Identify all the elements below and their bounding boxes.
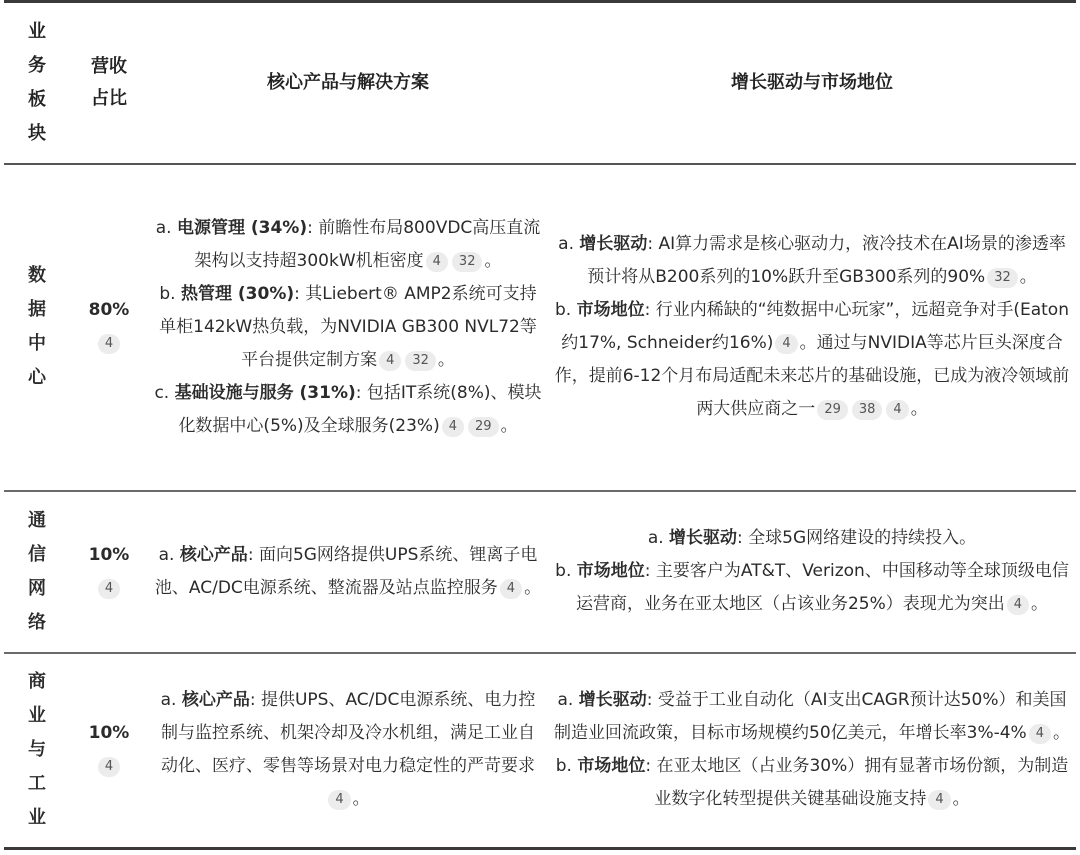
item-prefix: a.	[557, 690, 579, 711]
table-row	[4, 164, 1076, 491]
item-prefix: a.	[158, 544, 180, 565]
item-bold-label: 电源管理 (34%)	[176, 217, 308, 238]
item-prefix: a.	[155, 217, 177, 238]
item-bold-label: 热管理 (30%)	[180, 283, 295, 304]
share-cell	[70, 164, 148, 491]
citation-badge[interactable]: 4	[98, 334, 120, 354]
share-value: 10%	[88, 723, 130, 744]
item-text: : AI算力需求是核心驱动力，液冷技术在AI场景的渗透率预计将从B200系列的10%跃升至GB300系列的90%	[587, 234, 1066, 287]
item-prefix: b.	[555, 300, 577, 320]
item-suffix: 。	[952, 789, 970, 810]
products-cell	[148, 653, 548, 849]
item-bold-label: 市场地位	[576, 300, 645, 320]
products-cell	[148, 164, 548, 491]
segment-name: 通信网络	[27, 509, 46, 633]
citation-badge[interactable]: 32	[405, 351, 436, 371]
header-segment: 业务板块	[27, 20, 46, 144]
cell-item	[154, 539, 542, 605]
citation-badge[interactable]: 4	[928, 790, 950, 810]
share-value: 80%	[88, 300, 130, 320]
citation-badge[interactable]: 32	[987, 268, 1018, 288]
item-bold-label: 增长驱动	[579, 234, 648, 254]
table-row	[4, 653, 1076, 849]
cell-item	[554, 750, 1070, 816]
item-text: : 在亚太地区（占业务30%）拥有显著市场份额，为制造业数字化转型提供关键基础设施支持	[645, 756, 1069, 810]
header-products: 核心产品与解决方案	[267, 71, 429, 93]
item-suffix: 。	[1053, 723, 1070, 744]
item-text: : 前瞻性布局800VDC高压直流架构以支持超300kW机柜密度	[194, 217, 541, 271]
item-suffix: 。	[1031, 594, 1049, 614]
header-share: 营收占比	[91, 55, 127, 109]
item-suffix: 。	[910, 399, 928, 419]
citation-badge[interactable]: 4	[442, 417, 464, 437]
segment-name: 数据中心	[27, 265, 46, 388]
table-header-row	[4, 2, 1076, 164]
item-suffix: 。	[799, 333, 817, 353]
citation-badge[interactable]: 4	[98, 757, 120, 777]
share-cell	[70, 653, 148, 849]
item-prefix: c.	[154, 382, 175, 403]
citation-badge[interactable]: 4	[775, 334, 797, 354]
citation-badge[interactable]: 4	[1007, 595, 1029, 615]
item-text: : 主要客户为AT&T、Verizon、中国移动等全球顶级电信运营商，业务在亚太地区（占该业务25%）表现尤为突出	[575, 561, 1069, 614]
cell-item	[554, 228, 1070, 294]
share-cell	[70, 491, 148, 653]
item-prefix: b.	[159, 283, 181, 304]
citation-badge[interactable]: 29	[468, 417, 499, 437]
segment-cell	[4, 164, 70, 491]
growth-cell	[548, 491, 1076, 653]
item-bold-label: 增长驱动	[578, 690, 647, 711]
citation-badge[interactable]: 29	[817, 400, 848, 420]
products-cell	[148, 491, 548, 653]
citation-badge[interactable]: 38	[852, 400, 883, 420]
item-prefix: a.	[160, 690, 182, 711]
table-row	[4, 491, 1076, 653]
item-bold-label: 市场地位	[576, 561, 645, 581]
cell-item	[554, 684, 1070, 750]
item-prefix: a.	[647, 528, 670, 548]
item-bold-label: 核心产品	[179, 544, 248, 565]
cell-item	[154, 212, 542, 278]
item-bold-label: 核心产品	[181, 690, 250, 711]
header-growth: 增长驱动与市场地位	[731, 71, 893, 93]
growth-cell	[548, 164, 1076, 491]
item-text: : 受益于工业自动化（AI支出CAGR预计达50%）和美国制造业回流政策，目标市场规模约50亿美元，年增长率3%-4%	[554, 690, 1067, 744]
item-bold-label: 市场地位	[577, 756, 646, 777]
item-text: : 提供UPS、AC/DC电源系统、电力控制与监控系统、机架冷却及冷水机组，满足工业自动化、医疗、零售等场景对电力稳定性的严苛要求	[161, 690, 536, 777]
item-prefix: b.	[555, 561, 577, 581]
item-text: : 行业内稀缺的“纯数据中心玩家”，远超竞争对手(Eaton约17%, Schneider约16%)	[561, 300, 1069, 353]
item-bold-label: 增长驱动	[669, 528, 738, 548]
cell-item	[554, 294, 1070, 426]
item-text: : 面向5G网络提供UPS系统、锂离子电池、AC/DC电源系统、整流器及站点监控服务	[154, 544, 538, 598]
item-suffix: 。	[352, 789, 370, 810]
item-suffix: 。	[484, 250, 502, 271]
segment-cell	[4, 491, 70, 653]
cell-item	[154, 684, 542, 816]
citation-badge[interactable]: 4	[98, 579, 120, 599]
citation-badge[interactable]: 4	[328, 790, 350, 810]
item-text-2: 通过与NVIDIA等芯片巨头深度合作，提前6-12个月布局适配未来芯片的基础设施，已成为液冷领域前两大供应商之一	[554, 333, 1070, 419]
growth-cell	[548, 653, 1076, 849]
item-bold-label: 基础设施与服务 (31%)	[174, 382, 356, 403]
share-value: 10%	[88, 544, 130, 565]
item-prefix: b.	[555, 756, 578, 777]
item-text: : 全球5G网络建设的持续投入。	[737, 528, 977, 548]
item-suffix: 。	[524, 577, 542, 598]
cell-item	[154, 377, 542, 443]
cell-item	[554, 555, 1070, 621]
segment-name: 商业与工业	[27, 671, 46, 829]
item-suffix: 。	[437, 349, 455, 370]
citation-badge[interactable]: 32	[452, 252, 483, 272]
citation-badge[interactable]: 4	[500, 579, 522, 599]
item-suffix: 。	[1019, 267, 1037, 287]
item-prefix: a.	[558, 234, 580, 254]
citation-badge[interactable]: 4	[886, 400, 908, 420]
business-segment-table	[4, 0, 1076, 850]
cell-item	[154, 278, 542, 377]
cell-item	[554, 522, 1070, 555]
citation-badge[interactable]: 4	[426, 252, 448, 272]
citation-badge[interactable]: 4	[1029, 724, 1051, 744]
item-suffix: 。	[500, 415, 518, 436]
segment-cell	[4, 653, 70, 849]
item-text: : 包括IT系统(8%)、模块化数据中心(5%)及全球服务(23%)	[178, 382, 542, 436]
citation-badge[interactable]: 4	[379, 351, 401, 371]
item-text: : 其Liebert® AMP2系统可支持单柜142kW热负载，为NVIDIA GB300 NVL72等平台提供定制方案	[159, 283, 537, 370]
